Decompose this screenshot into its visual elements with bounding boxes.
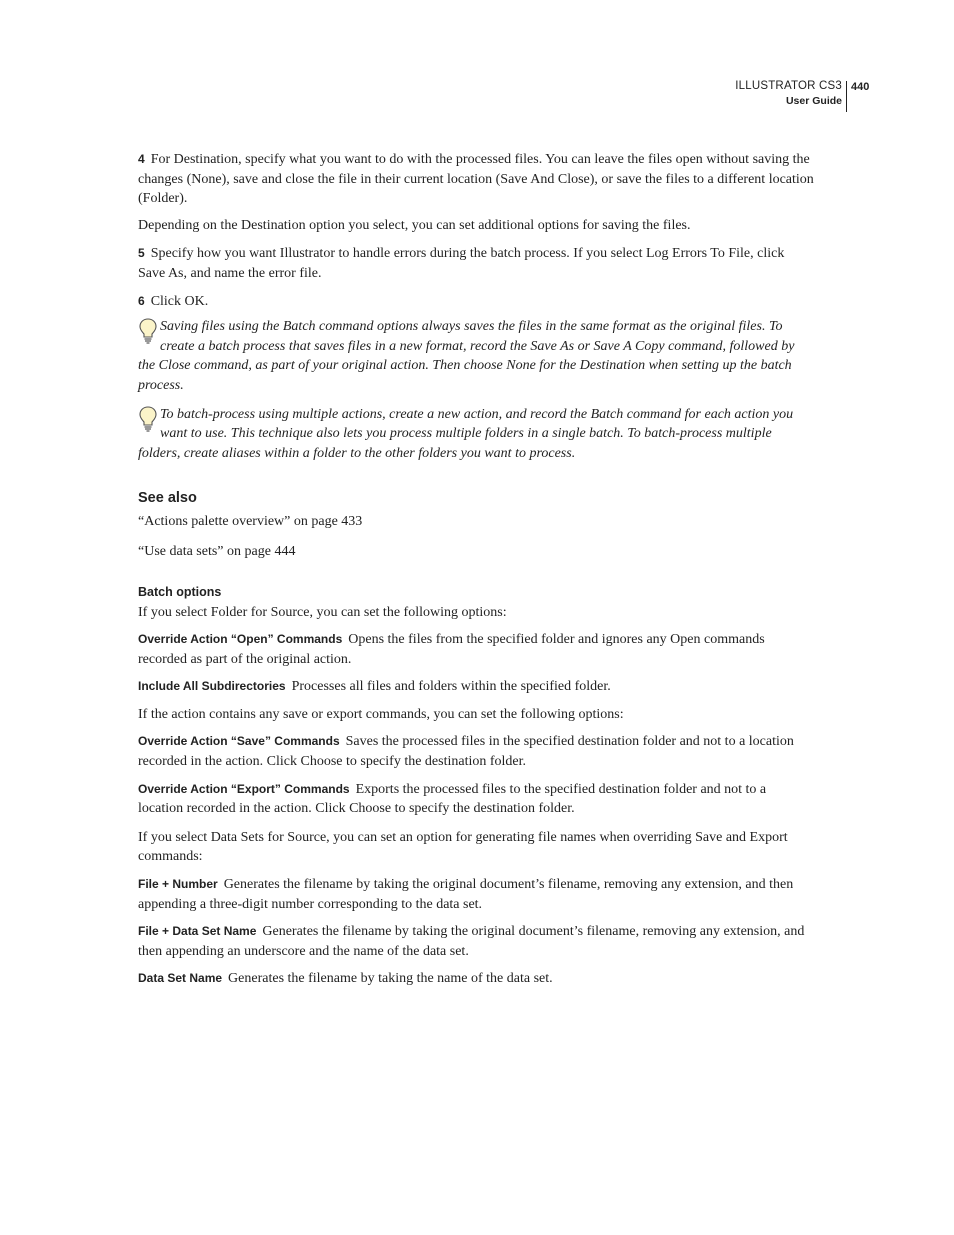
option-description: Generates the filename by taking the original document’s filename, removing any extension, and then appending an underscore and the name of the data set. [138, 924, 805, 959]
option-description: Generates the filename by taking the name of the data set. [228, 971, 553, 987]
page-body [138, 150, 814, 989]
guide-name: User Guide [785, 95, 842, 107]
option-description: Processes all files and folders within the specified folder. [291, 679, 611, 695]
lightbulb-icon [138, 405, 160, 435]
step-text: Specify how you want Illustrator to handle errors during the batch process. If you select Log Errors To File, click Save As, and name the error file. [138, 246, 785, 281]
option-term: Override Action “Export” Commands [138, 781, 350, 796]
batch-options-intro: If you select Folder for Source, you can set the following options: [138, 604, 507, 620]
option-term: Override Action “Save” Commands [138, 734, 340, 749]
step-text: Click OK. [150, 293, 209, 309]
step-number: 4 [138, 152, 145, 166]
header-divider [846, 81, 847, 112]
option-include-subdirectories [138, 677, 814, 697]
see-also-heading: See also [138, 490, 197, 507]
option-term: Override Action “Open” Commands [138, 632, 343, 647]
step-4 [138, 150, 814, 209]
option-term: Data Set Name [138, 971, 223, 986]
destination-note: Depending on the Destination option you select, you can set additional options for saving the files. [138, 217, 691, 233]
data-sets-intro: If you select Data Sets for Source, you can set an option for generating file names when overriding Save and Export commands: [138, 829, 788, 865]
step-text: For Destination, specify what you want to do with the processed files. You can leave the files open without saving the changes (None), save and close the file in their current location (Save And Close), or save the files to a different location (Folder). [138, 152, 814, 207]
option-override-export [138, 780, 814, 819]
see-also-link-data-sets[interactable]: “Use data sets” on page 444 [138, 543, 296, 559]
option-description: Opens the files from the specified folder and ignores any Open commands recorded as part of the original action. [138, 632, 765, 667]
product-name: ILLUSTRATOR CS3 [735, 80, 842, 92]
step-number: 5 [138, 246, 145, 261]
option-term: File + Number [138, 877, 218, 892]
step-6 [138, 292, 814, 312]
option-data-set-name [138, 969, 814, 989]
step-5 [138, 244, 814, 283]
running-header [735, 79, 842, 109]
option-description: Generates the filename by taking the original document’s filename, removing any extension, and then appending a three-digit number corresponding to the data set. [138, 877, 794, 912]
lightbulb-icon [138, 317, 160, 347]
tip-text: Saving files using the Batch command options always saves the files in the same format as the original files. To create a batch process that saves files in a new format, record the Save As or Save A Copy command, followed by the Close command, as part of your original action. Then choose None for the Destination when setting up the batch process. [138, 319, 795, 393]
option-term: Include All Subdirectories [138, 679, 286, 694]
tip-text: To batch-process using multiple actions, create a new action, and record the Batch command for each action you want to use. This technique also lets you process multiple folders in a single batch. To batch-process multiple folders, create aliases within a folder to the other folders you want to process. [138, 406, 794, 461]
page-number: 440 [851, 81, 870, 93]
option-term: File + Data Set Name [138, 924, 257, 939]
save-export-intro: If the action contains any save or export commands, you can set the following options: [138, 706, 624, 722]
tip-2 [138, 405, 814, 464]
option-description: Saves the processed files in the specified destination folder and not to a location recorded in the action. Click Choose to specify the destination folder. [138, 734, 794, 770]
tip-1 [138, 317, 814, 395]
batch-options-heading: Batch options [138, 584, 222, 599]
option-file-data-set-name [138, 922, 814, 961]
option-description: Exports the processed files to the specified destination folder and not to a location recorded in the action. Click Choose to specify the destination folder. [138, 781, 767, 817]
option-override-save [138, 732, 814, 771]
step-number: 6 [138, 293, 145, 308]
option-file-number [138, 875, 814, 914]
option-override-open [138, 630, 814, 669]
see-also-link-actions-palette[interactable]: “Actions palette overview” on page 433 [138, 514, 363, 530]
